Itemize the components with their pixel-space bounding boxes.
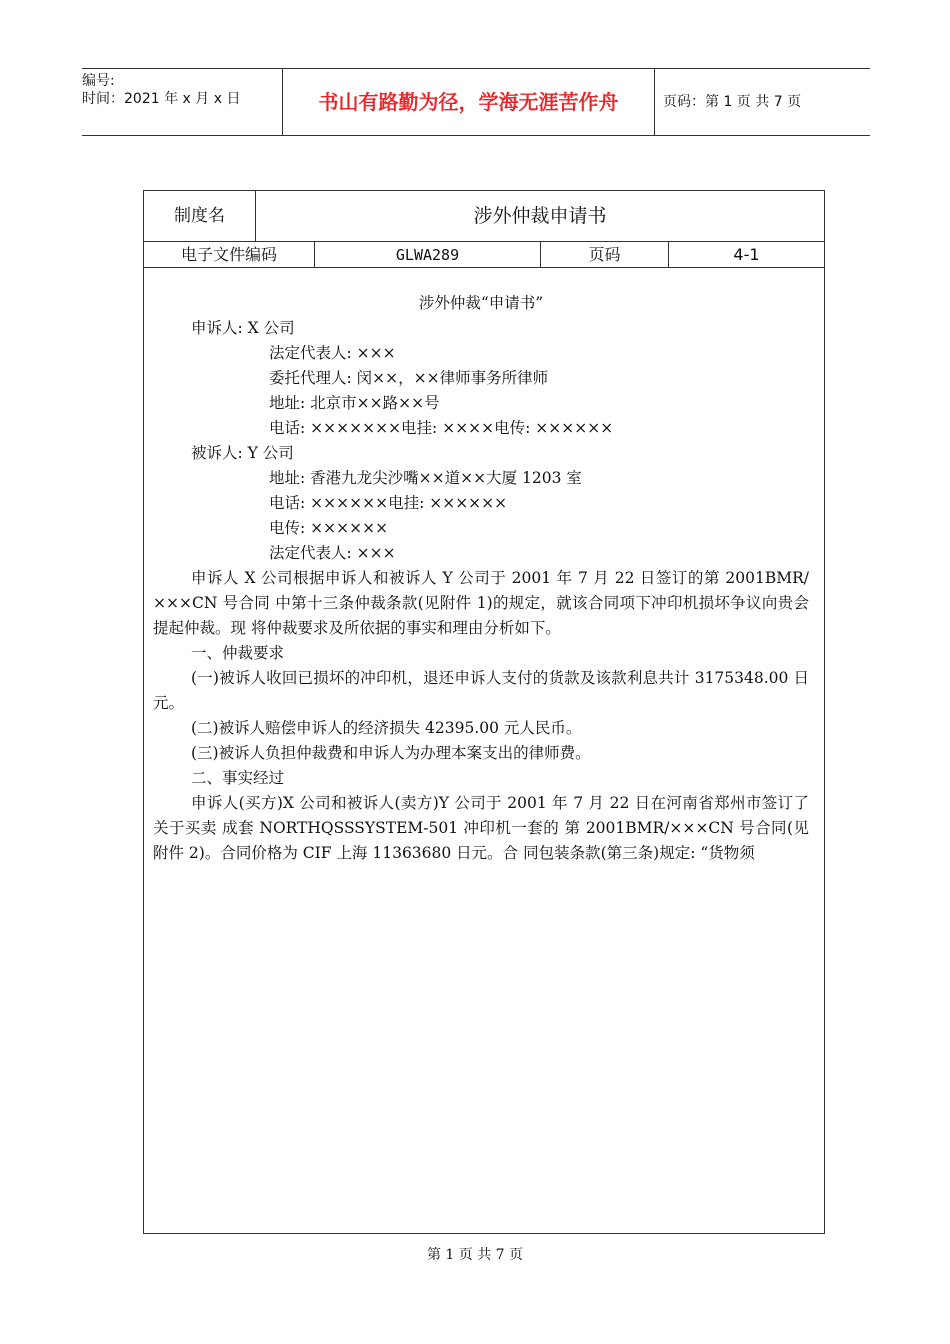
page-label: 页码 (541, 242, 669, 268)
applicant-rep: 法定代表人: ××× (269, 344, 396, 362)
page-header (82, 68, 870, 136)
file-code: GLWA289 (315, 242, 541, 268)
respondent-fax: 电传: ×××××× (269, 519, 389, 537)
respondent-address: 地址: 香港九龙尖沙嘴××道××大厦 1203 室 (269, 469, 582, 487)
motto: 书山有路勤为径，学海无涯苦作舟 (282, 69, 655, 135)
applicant-agent: 委托代理人: 闵××，××律师事务所律师 (269, 369, 549, 387)
serial-label: 编号: (82, 73, 115, 89)
system-name: 涉外仲裁申请书 (473, 205, 607, 227)
section-heading-requests: 一、仲裁要求 (191, 644, 285, 662)
facts-paragraph: 申诉人(买方)X 公司和被诉人(卖方)Y 公司于 2001 年 7 月 22 日在河南省郑州市签订了关于买卖 成套 NORTHQSSSYSTEM-501 冲印机一套的 第 2001BMR/×××CN 号合同(见附件 2)。合同价格为 CIF 上海 11363680 日元。合 同包装条款(第三条)规定: “货物须 (153, 794, 809, 862)
applicant-line: 申诉人: X 公司 (191, 319, 295, 337)
header-page-info: 页码：第 1 页 共 7 页 (663, 94, 802, 110)
applicant-address: 地址: 北京市××路××号 (269, 394, 440, 412)
time-label: 时间：2021 年 x 月 x 日 (82, 91, 241, 107)
section-heading-facts: 二、事实经过 (191, 769, 285, 787)
document-title: 涉外仲裁“申请书” (418, 294, 544, 312)
form-title-row (144, 191, 824, 242)
request-item-1: (一)被诉人收回已损坏的冲印机，退还申诉人支付的货款及该款利息共计 3175348.00 日元。 (153, 669, 809, 712)
request-item-3: (三)被诉人负担仲裁费和申诉人为办理本案支出的律师费。 (191, 744, 591, 762)
respondent-rep: 法定代表人: ××× (269, 544, 396, 562)
form-info-row (144, 242, 824, 268)
system-name-label: 制度名 (144, 191, 256, 242)
document-body (153, 291, 809, 866)
page-footer: 第 1 页 共 7 页 (426, 1247, 524, 1263)
respondent-phone: 电话: ××××××电挂: ×××××× (269, 494, 508, 512)
page-value: 4-1 (733, 245, 760, 264)
applicant-phone: 电话: ×××××××电挂: ××××电传: ×××××× (269, 419, 614, 437)
intro-paragraph: 申诉人 X 公司根据申诉人和被诉人 Y 公司于 2001 年 7 月 22 日签订的第 2001BMR/×××CN 号合同 中第十三条仲裁条款(见附件 1)的规定，就该合同项下冲印机损坏争议向贵会提起仲裁。现 将仲裁要求及所依据的事实和理由分析如下。 (153, 569, 809, 637)
request-item-2: (二)被诉人赔偿申诉人的经济损失 42395.00 元人民币。 (191, 719, 582, 737)
file-code-label: 电子文件编码 (144, 242, 315, 268)
header-meta (82, 69, 282, 135)
respondent-line: 被诉人: Y 公司 (191, 444, 294, 462)
